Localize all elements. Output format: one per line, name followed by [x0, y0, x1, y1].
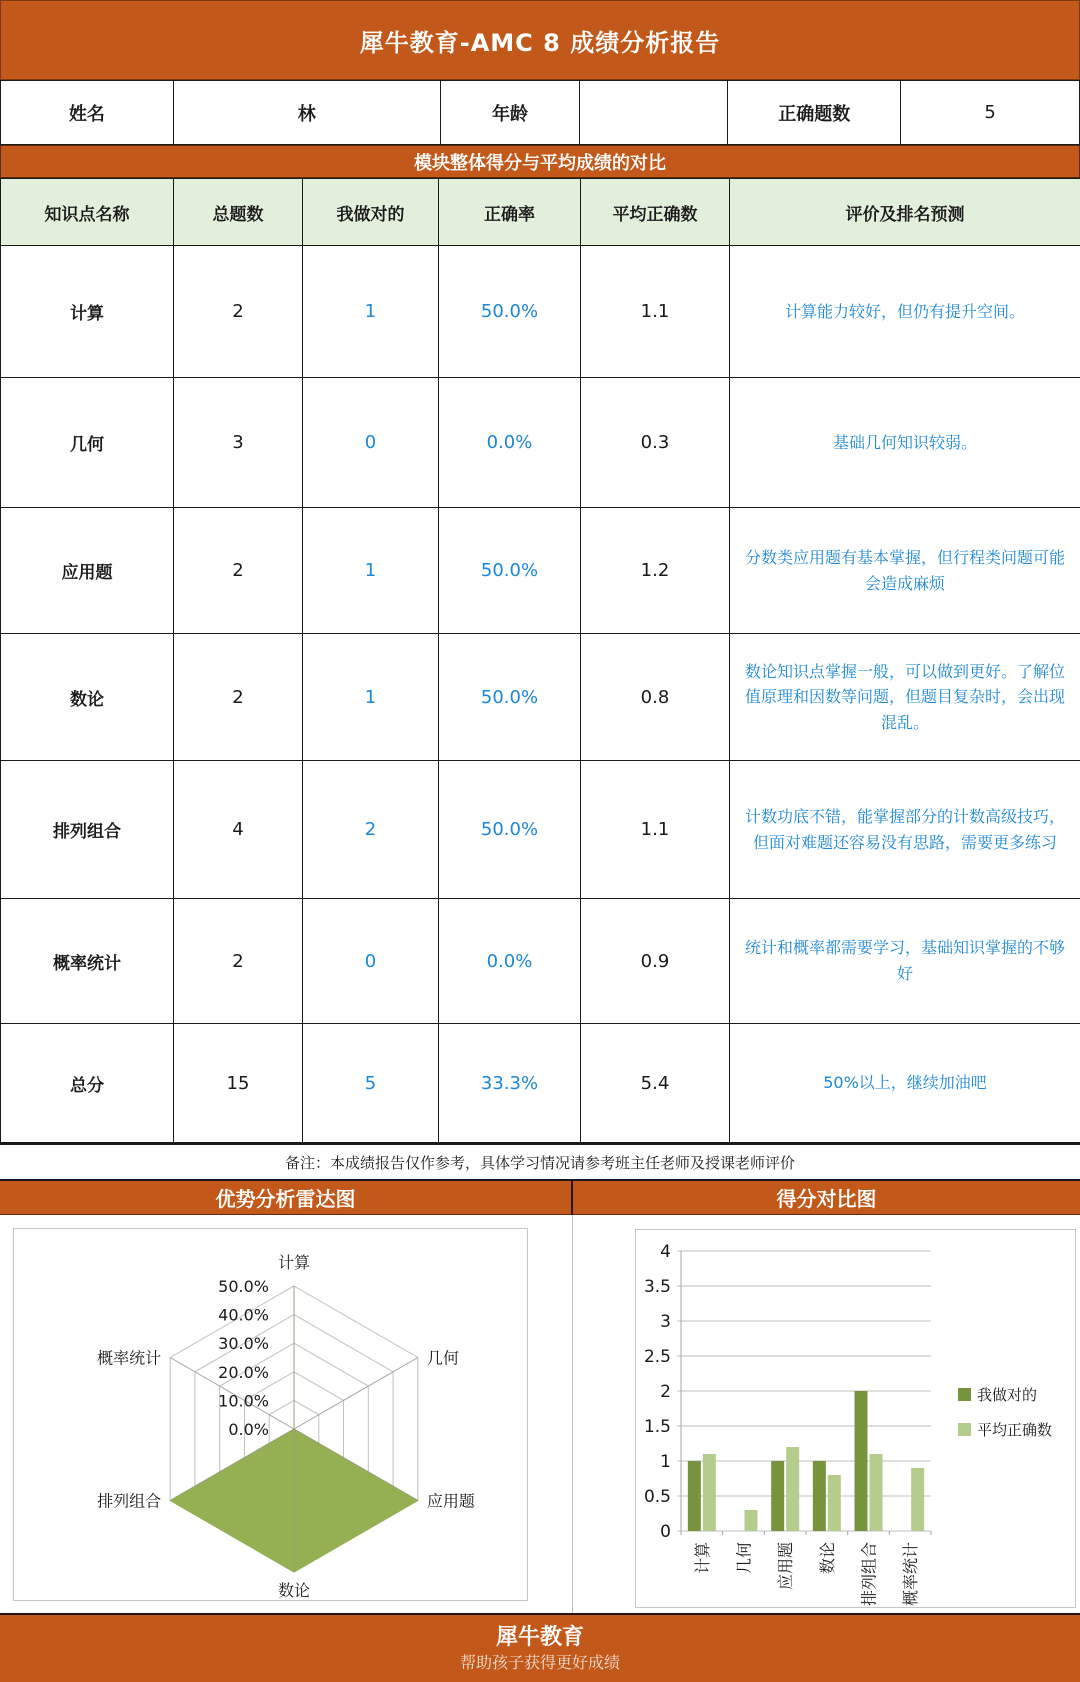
cell-total: 2: [174, 246, 303, 378]
cell-rate: 0.0%: [439, 899, 581, 1024]
svg-text:我做对的: 我做对的: [977, 1386, 1038, 1404]
cell-avg: 1.1: [581, 761, 730, 899]
cell-comment: 基础几何知识较弱。: [730, 378, 1080, 508]
cell-total: 15: [174, 1024, 303, 1143]
table-row: [1, 634, 1080, 761]
radar-chart-header-text: 优势分析雷达图: [215, 1187, 356, 1211]
table-row: [1, 899, 1080, 1024]
correct-count-value: 5: [901, 80, 1080, 145]
report-title-bar: [0, 0, 1080, 80]
footer: [0, 1613, 1080, 1682]
cell-correct: 2: [303, 761, 439, 899]
cell-rate: 0.0%: [439, 378, 581, 508]
svg-text:1.5: 1.5: [643, 1417, 671, 1437]
footer-slogan: 帮助孩子获得更好成绩: [459, 1653, 620, 1673]
svg-text:计算: 计算: [277, 1253, 311, 1272]
svg-text:平均正确数: 平均正确数: [977, 1421, 1053, 1439]
cell-rate: 50.0%: [439, 634, 581, 761]
svg-text:50.0%: 50.0%: [218, 1277, 269, 1296]
svg-text:40.0%: 40.0%: [218, 1305, 269, 1325]
cell-avg: 0.8: [581, 634, 730, 761]
cell-comment: 50%以上，继续加油吧: [730, 1024, 1080, 1143]
svg-text:排列组合: 排列组合: [97, 1491, 162, 1511]
svg-text:2: 2: [660, 1382, 671, 1402]
cell-correct: 1: [303, 634, 439, 761]
svg-text:概率统计: 概率统计: [901, 1542, 921, 1607]
cell-topic: 几何: [1, 378, 174, 508]
cell-avg: 0.3: [581, 378, 730, 508]
svg-text:3.5: 3.5: [643, 1277, 671, 1297]
page-title: 犀牛教育-AMC 8 成绩分析报告: [359, 28, 721, 57]
table-row: [1, 378, 1080, 508]
svg-text:几何: 几何: [426, 1348, 459, 1368]
section-banner-text: 模块整体得分与平均成绩的对比: [414, 152, 666, 174]
svg-text:数论: 数论: [277, 1581, 311, 1600]
cell-topic: 概率统计: [1, 899, 174, 1024]
bar-panel: [573, 1215, 1080, 1613]
bar-chart: [635, 1229, 1076, 1608]
footer-brand: 犀牛教育: [495, 1624, 584, 1650]
age-value: [580, 80, 728, 145]
cell-avg: 5.4: [581, 1024, 730, 1143]
cell-comment: 统计和概率都需要学习，基础知识掌握的不够好: [730, 899, 1080, 1024]
svg-text:2.5: 2.5: [643, 1347, 671, 1367]
cell-rate: 33.3%: [439, 1024, 581, 1143]
cell-total: 2: [174, 508, 303, 634]
radar-chart: [13, 1228, 528, 1601]
col-header-total: 总题数: [174, 179, 303, 246]
svg-text:30.0%: 30.0%: [218, 1334, 269, 1354]
score-table: [0, 178, 1080, 1143]
svg-text:1: 1: [660, 1452, 671, 1472]
cell-comment: 分数类应用题有基本掌握，但行程类问题可能会造成麻烦: [730, 508, 1080, 634]
col-header-correct: 我做对的: [303, 179, 439, 246]
cell-correct: 5: [303, 1024, 439, 1143]
cell-topic: 数论: [1, 634, 174, 761]
col-header-avg: 平均正确数: [581, 179, 730, 246]
cell-total: 4: [174, 761, 303, 899]
cell-comment: 计数功底不错，能掌握部分的计数高级技巧，但面对难题还容易没有思路，需要更多练习: [730, 761, 1080, 899]
svg-text:概率统计: 概率统计: [97, 1348, 162, 1368]
student-info-row: [0, 80, 1080, 145]
radar-panel: [0, 1215, 573, 1613]
table-header-row: [1, 179, 1080, 246]
correct-count-label: 正确题数: [728, 80, 901, 145]
svg-text:几何: 几何: [734, 1542, 754, 1575]
note-text: 备注：本成绩报告仅作参考，具体学习情况请参考班主任老师及授课老师评价: [284, 1153, 795, 1172]
svg-text:计算: 计算: [692, 1542, 712, 1575]
col-header-topic: 知识点名称: [1, 179, 174, 246]
svg-text:应用题: 应用题: [776, 1542, 796, 1591]
note-row: [0, 1143, 1080, 1181]
bar-chart-svg: [636, 1230, 1075, 1607]
name-label: 姓名: [1, 80, 174, 145]
svg-text:排列组合: 排列组合: [859, 1542, 879, 1607]
svg-text:0.0%: 0.0%: [228, 1420, 269, 1439]
cell-total: 2: [174, 899, 303, 1024]
cell-avg: 1.1: [581, 246, 730, 378]
cell-correct: 0: [303, 378, 439, 508]
cell-rate: 50.0%: [439, 246, 581, 378]
cell-rate: 50.0%: [439, 508, 581, 634]
col-header-comment: 评价及排名预测: [730, 179, 1080, 246]
svg-text:4: 4: [660, 1242, 671, 1262]
cell-correct: 1: [303, 246, 439, 378]
charts-section: [0, 1215, 1080, 1613]
cell-topic: 计算: [1, 246, 174, 378]
cell-total: 3: [174, 378, 303, 508]
svg-text:0: 0: [660, 1522, 671, 1542]
svg-text:10.0%: 10.0%: [218, 1391, 269, 1411]
svg-text:0.5: 0.5: [643, 1487, 671, 1507]
cell-total: 2: [174, 634, 303, 761]
section-banner: [0, 145, 1080, 178]
age-label: 年龄: [441, 80, 581, 145]
chart-headers: [0, 1181, 1080, 1215]
name-value: 林: [174, 80, 441, 145]
col-header-rate: 正确率: [439, 179, 581, 246]
cell-topic: 排列组合: [1, 761, 174, 899]
cell-correct: 0: [303, 899, 439, 1024]
cell-comment: 数论知识点掌握一般，可以做到更好。了解位值原理和因数等问题，但题目复杂时，会出现混乱。: [730, 634, 1080, 761]
cell-comment: 计算能力较好，但仍有提升空间。: [730, 246, 1080, 378]
cell-avg: 1.2: [581, 508, 730, 634]
svg-text:数论: 数论: [817, 1542, 837, 1575]
table-row: [1, 1024, 1080, 1143]
cell-rate: 50.0%: [439, 761, 581, 899]
cell-topic: 总分: [1, 1024, 174, 1143]
cell-avg: 0.9: [581, 899, 730, 1024]
svg-text:应用题: 应用题: [426, 1491, 475, 1511]
bar-chart-header: [573, 1181, 1080, 1215]
cell-topic: 应用题: [1, 508, 174, 634]
table-row: [1, 508, 1080, 634]
svg-text:20.0%: 20.0%: [218, 1362, 269, 1382]
svg-text:3: 3: [660, 1312, 671, 1332]
table-row: [1, 761, 1080, 899]
bar-chart-header-text: 得分对比图: [776, 1187, 877, 1211]
table-row: [1, 246, 1080, 378]
radar-chart-header: [0, 1181, 573, 1215]
cell-correct: 1: [303, 508, 439, 634]
radar-chart-svg: [14, 1229, 527, 1600]
